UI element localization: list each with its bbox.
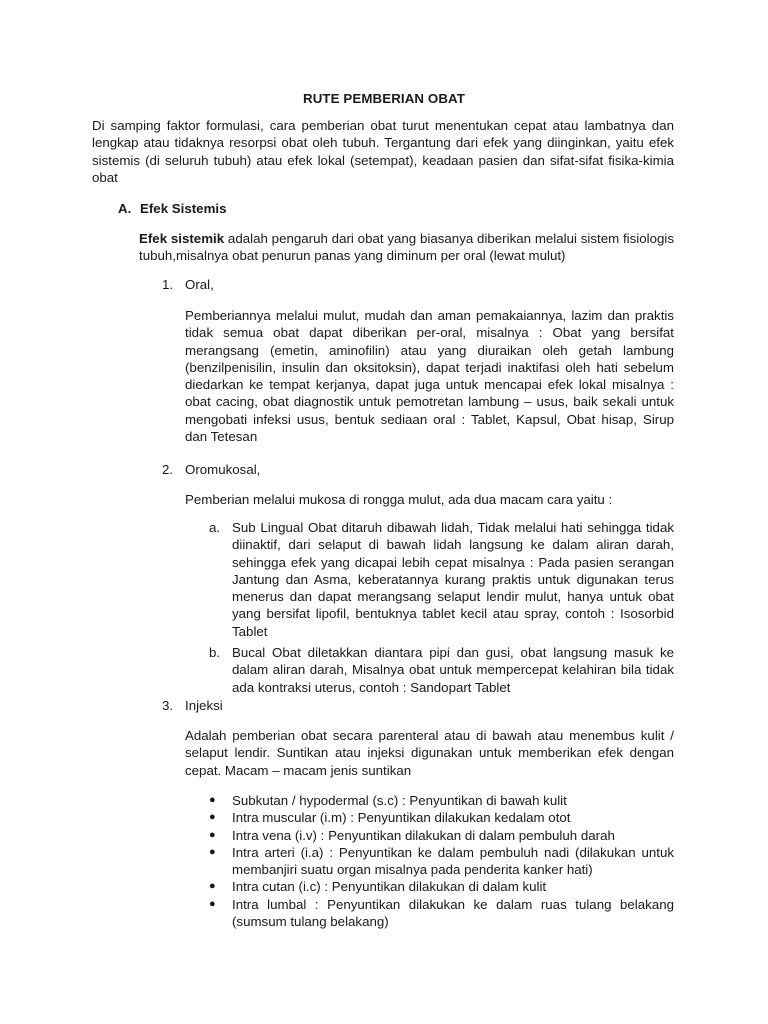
page-title: RUTE PEMBERIAN OBAT: [303, 91, 465, 106]
bullet-text: Intra muscular (i.m) : Penyuntikan dilakukan kedalam otot: [232, 810, 571, 826]
bullet-icon: ●: [209, 828, 216, 841]
item-number: 3.: [162, 698, 174, 713]
list-item-oral: [162, 276, 214, 293]
injection-types-list: [209, 792, 674, 930]
oral-description: Pemberiannya melalui mulut, mudah dan aman pemakaiannya, lazim dan praktis tidak semua obat dapat diberikan per-oral, misalnya : Obat yang bersifat merangsang (emetin, aminofilin) atau yang diuraikan oleh getah lambung (benzilpenisilin, insulin dan oksitoksin), dapat terjadi inaktifasi oleh hati sebelum diedarkan ke tempat kerjanya, dapat juga untuk mencapai efek lokal misalnya : obat cacing, obat diagnostik untuk pemotretan lambung – usus, baik sekali untuk mengobati infeksi usus, bentuk sediaan oral : Tablet, Kapsul, Obat hisap, Sirup dan Tetesan: [185, 308, 674, 445]
oromukosal-description: Pemberian melalui mukosa di rongga mulut, ada dua macam cara yaitu :: [185, 492, 613, 507]
list-item-injeksi: [162, 697, 223, 714]
bullet-item: [209, 792, 674, 809]
definition-term: Efek sistemik: [139, 231, 225, 246]
bullet-icon: ●: [209, 794, 216, 806]
bullet-item: [209, 827, 674, 844]
item-label: Injeksi: [185, 698, 223, 713]
bullet-item: [209, 809, 674, 826]
section-a-letter: A.: [118, 201, 132, 216]
bullet-icon: ●: [209, 845, 216, 858]
sub-item-letter: b.: [209, 645, 221, 660]
sub-item-text: Sub Lingual Obat ditaruh dibawah lidah, Tidak melalui hati sehingga tidak diinaktif, dari selaput di bawah lidah langsung ke dalam aliran darah, sehingga efek yang dicapai lebih cepat misalnya : Pada pasien serangan Jantung dan Asma, keberatannya kurang praktis untuk digunakan terus menerus dan dapat merangsang selaput lendir mulut, hanya untuk obat yang bersifat lipofil, bentuknya tablet kecil atau spray, contoh : Isosorbid Tablet: [232, 520, 674, 639]
sub-item-letter: a.: [209, 520, 221, 535]
bullet-icon: ●: [209, 897, 216, 910]
item-number: 2.: [162, 462, 174, 477]
section-a-title: Efek Sistemis: [140, 201, 227, 216]
bullet-icon: ●: [209, 880, 216, 893]
bullet-text: Intra lumbal : Penyuntikan dilakukan ke dalam ruas tulang belakang (sumsum tulang belakang): [232, 896, 674, 930]
bullet-item: [209, 896, 674, 931]
list-item-oromukosal: [162, 461, 260, 478]
bullet-icon: ●: [209, 811, 216, 824]
item-label: Oromukosal,: [185, 462, 261, 477]
definition-text: adalah pengaruh dari obat yang biasanya diberikan melalui sistem fisiologis tubuh,misalnya obat penurun panas yang diminum per oral (lewat mulut): [139, 231, 674, 264]
efek-sistemik-definition: [139, 230, 674, 265]
bullet-text: Intra arteri (i.a) : Penyuntikan ke dalam pembuluh nadi (dilakukan untuk membanjiri suatu organ misalnya pada penderita kanker hati): [232, 844, 674, 878]
bullet-text: Intra cutan (i.c) : Penyuntikan dilakukan di dalam kulit: [232, 879, 547, 895]
sub-item-text: Bucal Obat diletakkan diantara pipi dan gusi, obat langsung masuk ke dalam aliran darah, Misalnya obat untuk mempercepat kelahiran bila tidak ada kontraksi uterus, contoh : Sandopart Tablet: [232, 645, 674, 695]
bullet-item: [209, 844, 674, 879]
section-a-heading: [118, 200, 226, 217]
intro-paragraph: Di samping faktor formulasi, cara pemberian obat turut menentukan cepat atau lambatnya dan lengkap atau tidaknya resorpsi obat oleh tubuh. Tergantung dari efek yang diinginkan, yaitu efek sistemis (di seluruh tubuh) atau efek lokal (setempat), keadaan pasien dan sifat-sifat fisika-kimia obat: [92, 118, 674, 185]
bullet-item: [209, 878, 674, 895]
injeksi-description: Adalah pemberian obat secara parenteral atau di bawah atau menembus kulit / selaput lendir. Suntikan atau injeksi digunakan untuk memberikan efek dengan cepat. Macam – macam jenis suntikan: [185, 728, 674, 778]
item-label: Oral,: [185, 277, 214, 292]
item-number: 1.: [162, 277, 174, 292]
bullet-text: Subkutan / hypodermal (s.c) : Penyuntikan di bawah kulit: [232, 793, 567, 808]
bullet-text: Intra vena (i.v) : Penyuntikan dilakukan di dalam pembuluh darah: [232, 827, 615, 843]
